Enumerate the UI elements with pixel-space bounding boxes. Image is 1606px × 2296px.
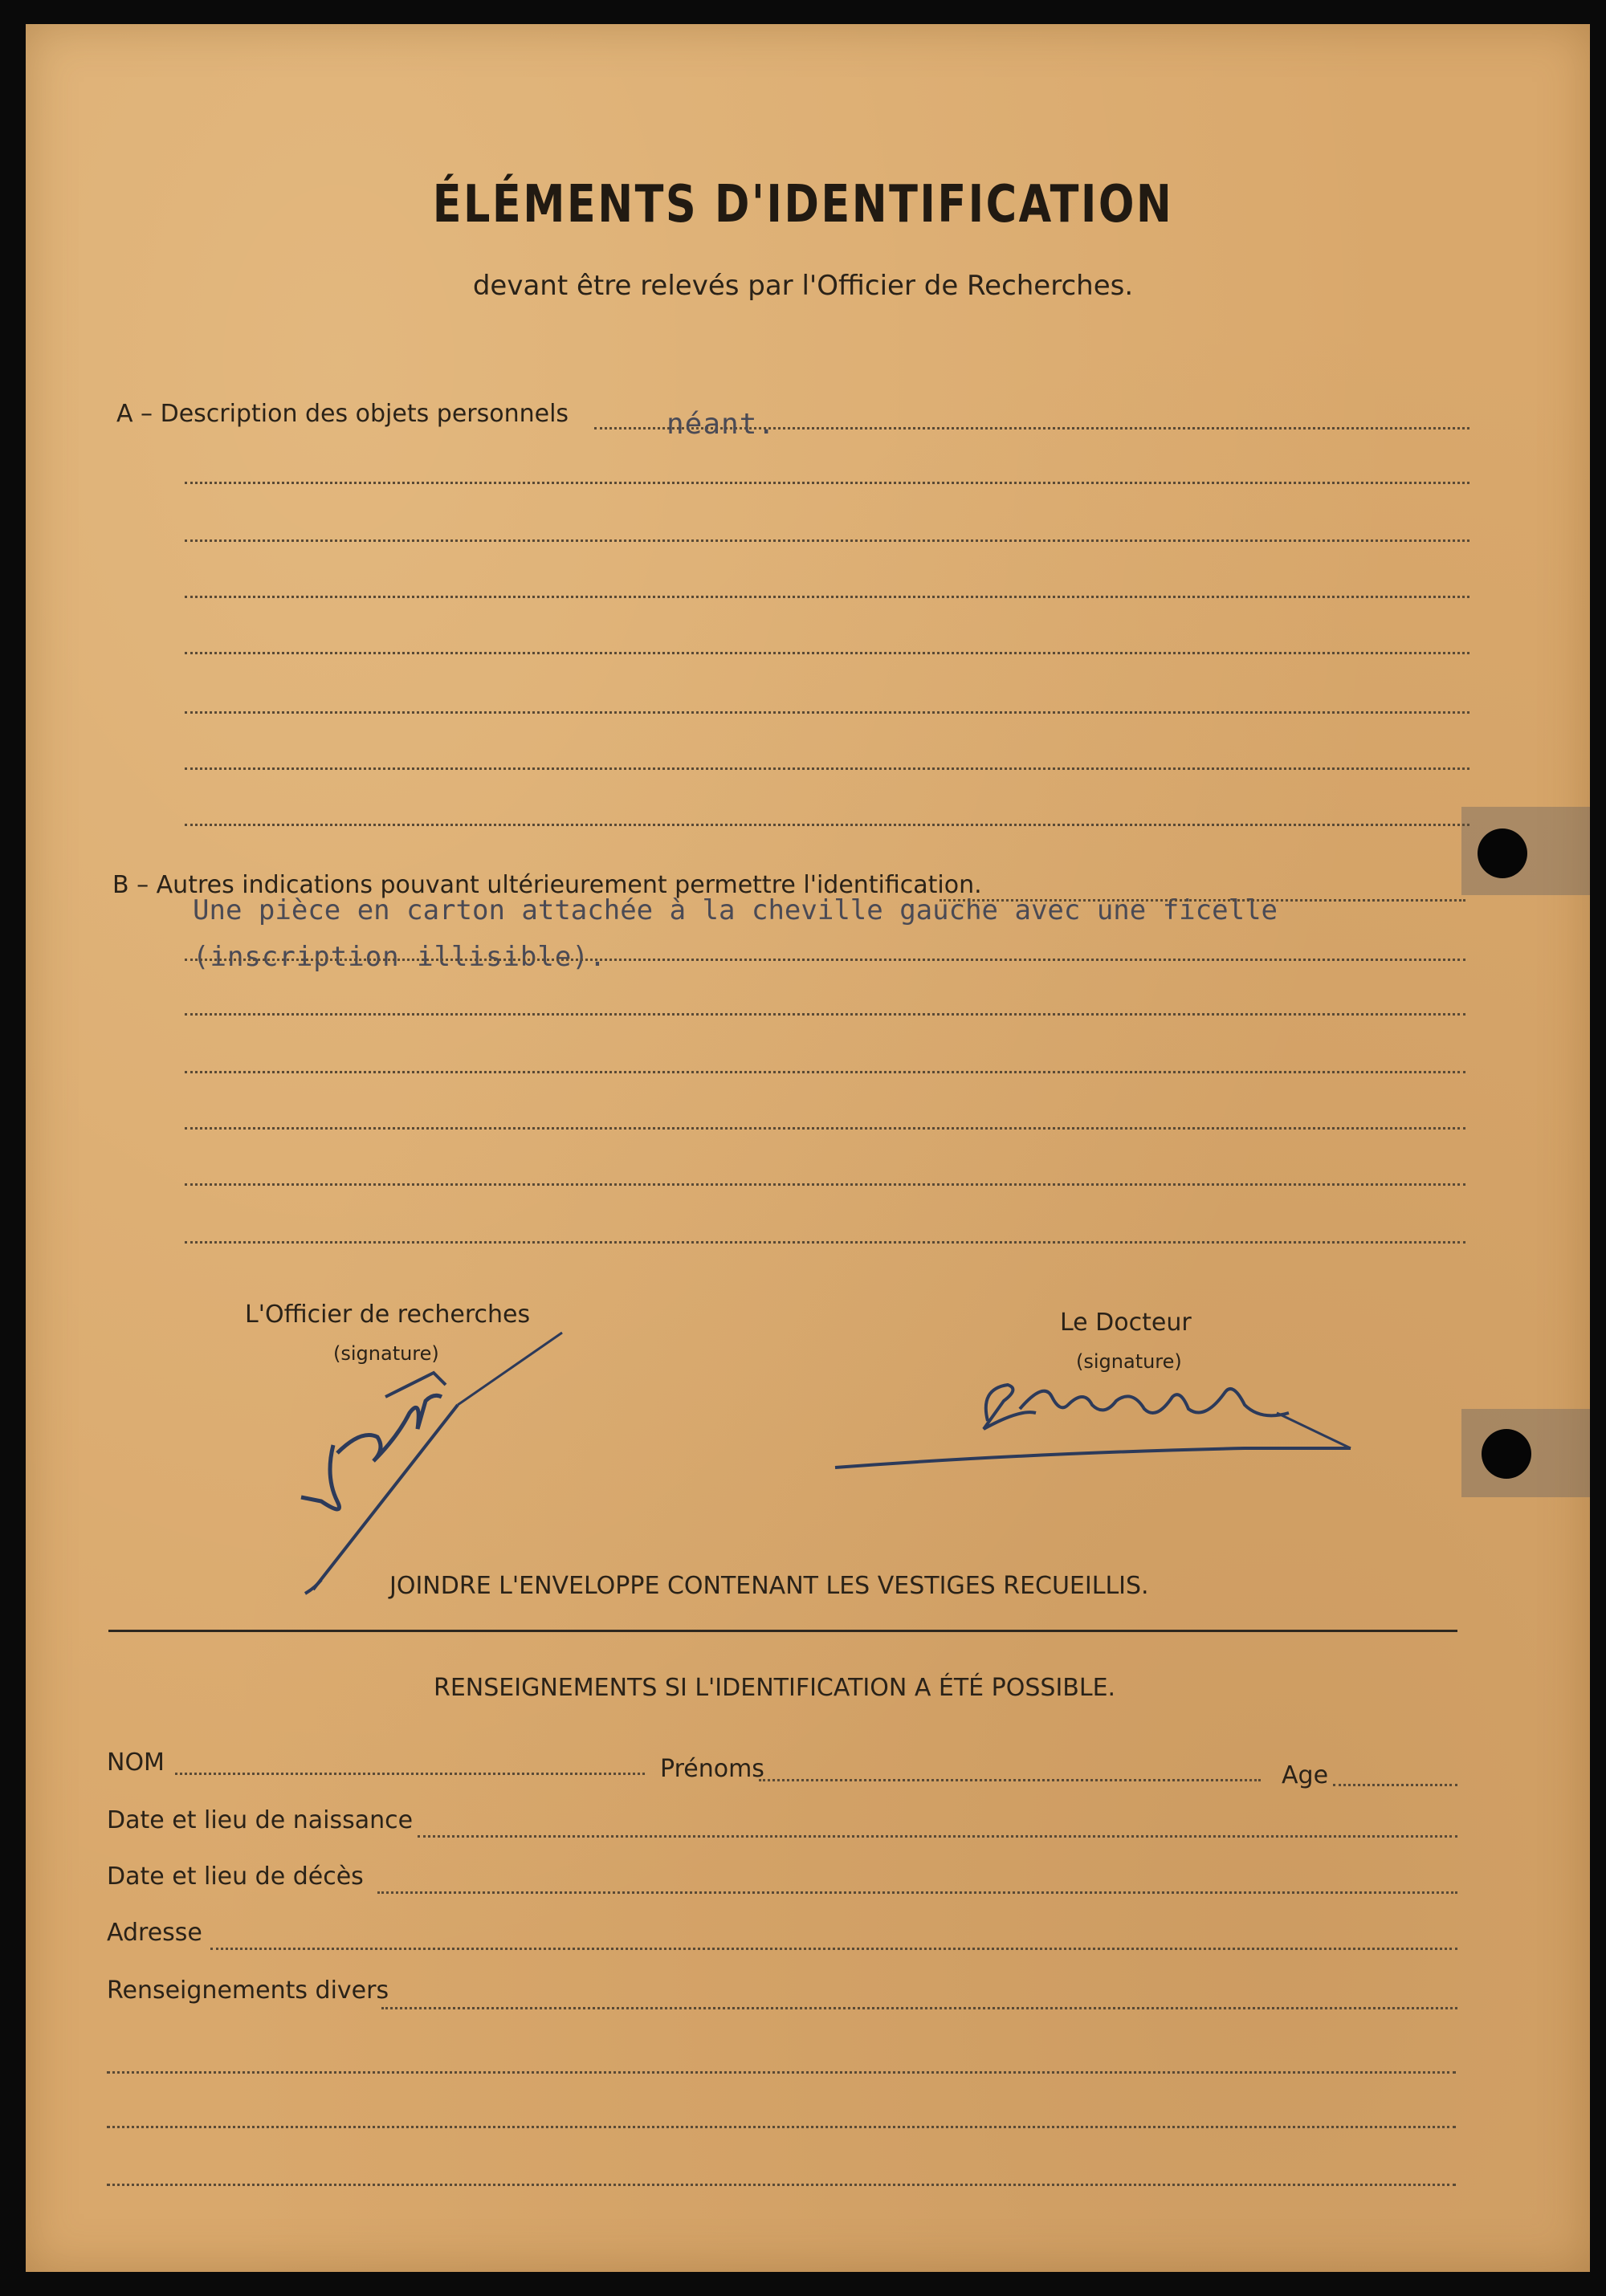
section-a-line: [185, 711, 1469, 714]
prenoms-field-line: [759, 1779, 1261, 1781]
doctor-signature-note: (signature): [1076, 1350, 1182, 1373]
section-a-label: A – Description des objets personnels: [116, 400, 569, 428]
divers-field-line: [107, 2071, 1456, 2074]
section-b-line: [185, 1241, 1465, 1244]
section-b-label: B – Autres indications pouvant ultérieurement permettre l'identification.: [112, 871, 982, 899]
divers-field-line: [107, 2126, 1456, 2128]
officer-signature-title: L'Officier de recherches: [245, 1301, 531, 1329]
section-divider: [108, 1630, 1457, 1632]
punch-hole-top: [1478, 828, 1527, 878]
section-b-line: [185, 1127, 1465, 1130]
section-a-line: [185, 652, 1469, 654]
section-a-typed-value: néant.: [666, 408, 777, 441]
age-label: Age: [1282, 1761, 1329, 1789]
nom-label: NOM: [107, 1748, 165, 1777]
form-sheet: [26, 24, 1590, 2272]
deces-field-line: [377, 1891, 1457, 1894]
age-field-line: [1333, 1784, 1457, 1786]
section-b-typed-line2: (inscription illisible).: [193, 941, 607, 973]
naissance-field-line: [418, 1835, 1457, 1838]
section-b-line: [185, 1071, 1465, 1073]
section-b-line: [185, 959, 1465, 961]
punch-hole-bottom: [1482, 1429, 1531, 1479]
naissance-label: Date et lieu de naissance: [107, 1806, 414, 1834]
page-subtitle: devant être relevés par l'Officier de Recherches.: [472, 270, 1134, 302]
identification-heading: RENSEIGNEMENTS SI L'IDENTIFICATION A ÉTÉ POSSIBLE.: [434, 1674, 1116, 1702]
section-b-line: [185, 1013, 1465, 1016]
section-a-line: [185, 539, 1469, 542]
deces-label: Date et lieu de décès: [107, 1862, 364, 1891]
prenoms-label: Prénoms: [660, 1755, 764, 1783]
divers-field-line: [107, 2184, 1456, 2186]
adresse-field-line: [210, 1948, 1457, 1950]
doctor-signature: [827, 1365, 1373, 1477]
page-title: ÉLÉMENTS D'IDENTIFICATION: [432, 175, 1174, 234]
doctor-signature-title: Le Docteur: [1060, 1309, 1192, 1337]
section-a-line: [185, 596, 1469, 598]
adresse-label: Adresse: [107, 1919, 202, 1947]
envelope-notice: JOINDRE L'ENVELOPPE CONTENANT LES VESTIGES RECUEILLIS.: [389, 1572, 1149, 1600]
section-b-line: [185, 1183, 1465, 1186]
divers-label: Renseignements divers: [107, 1976, 389, 2005]
section-b-typed-line1: Une pièce en carton attachée à la cheville gauche avec une ficelle: [193, 894, 1278, 926]
officer-signature-note: (signature): [333, 1342, 439, 1365]
officer-signature: [225, 1317, 594, 1606]
section-a-line: [185, 767, 1469, 770]
section-a-line: [185, 482, 1469, 484]
divers-field-line: [381, 2007, 1457, 2009]
nom-field-line: [175, 1773, 645, 1775]
section-b-line: [940, 899, 1465, 902]
section-a-line: [185, 824, 1469, 826]
